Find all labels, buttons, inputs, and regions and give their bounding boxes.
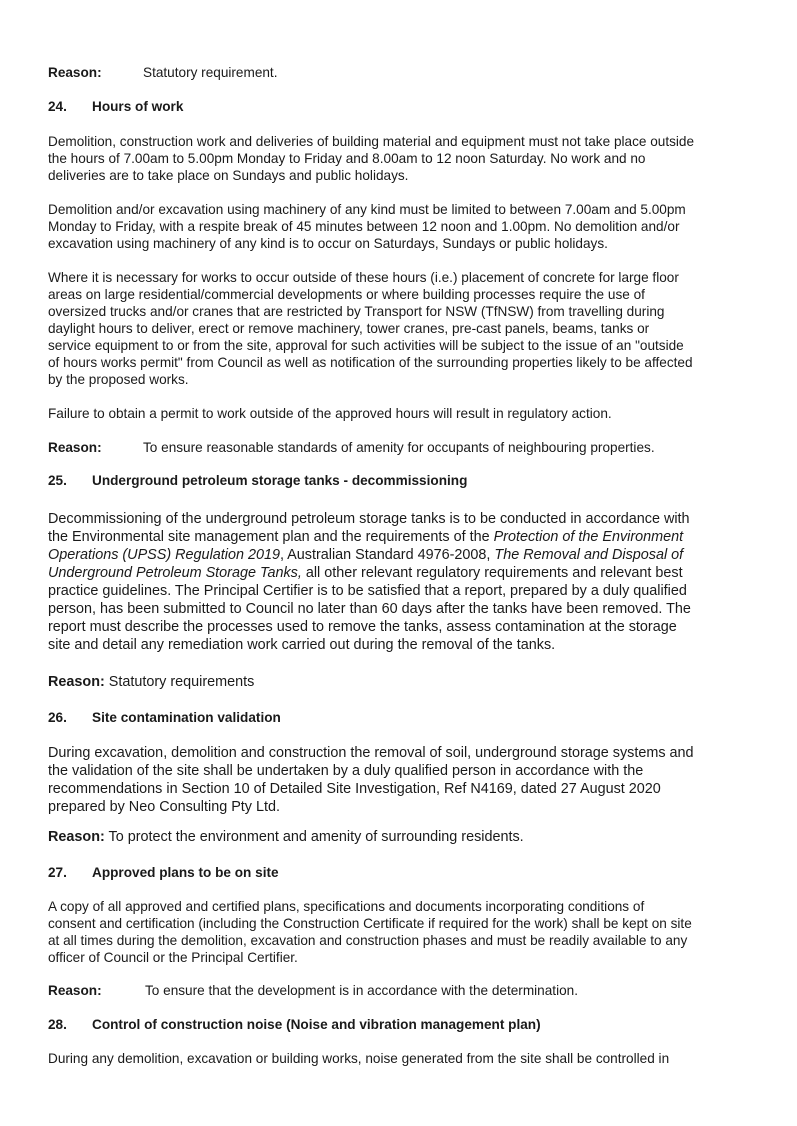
paragraph-line: Demolition, construction work and deliveries of building material and equipment must not take place outside: [48, 134, 695, 149]
paragraph-line: site and detail any remediation work carried out during the removal of the tanks.: [48, 637, 556, 653]
reason-line: [48, 64, 278, 81]
paragraph-line: oversized trucks and/or cranes that are restricted by Transport for NSW (TfNSW) from travelling during: [48, 304, 665, 319]
paragraph-line: service equipment to or from the site, approval for such activities will be subject to the issue of an "outside: [48, 338, 684, 353]
section-number: 27.: [48, 865, 67, 880]
text-run: all other relevant regulatory requirements and relevant best: [301, 565, 683, 581]
section-title: Hours of work: [92, 99, 184, 114]
reason-label: Reason:: [48, 440, 102, 455]
paragraph-line: deliveries are to take place on Sundays and public holidays.: [48, 168, 409, 183]
paragraph-line: officer of Council or the Principal Certifier.: [48, 950, 298, 965]
reason-line: [48, 439, 655, 456]
reason-line: [48, 982, 578, 999]
reason-text: Statutory requirement.: [143, 65, 278, 80]
section-title: Underground petroleum storage tanks - decommissioning: [92, 473, 468, 488]
italic-run: Operations (UPSS) Regulation 2019: [48, 547, 280, 563]
section-heading-24: [48, 98, 183, 115]
text-run: the Environmental site management plan and the requirements of the: [48, 529, 494, 545]
paragraph-line: A copy of all approved and certified plans, specifications and documents incorporating conditions of: [48, 899, 645, 914]
italic-run: Protection of the Environment: [493, 529, 684, 545]
paragraph-line: report must describe the processes used to remove the tanks, assess contamination at the storage: [48, 619, 677, 635]
paragraph-line: excavation using machinery of any kind is to occur on Saturdays, Sundays or public holidays.: [48, 236, 608, 251]
reason-line: [48, 674, 254, 692]
section-number: 25.: [48, 473, 67, 488]
paragraph-line: [48, 565, 683, 583]
paragraph-line: During excavation, demolition and construction the removal of soil, underground storage systems and: [48, 745, 694, 761]
paragraph-line: Monday to Friday, with a respite break of 45 minutes between 12 noon and 1.00pm. No demolition and/or: [48, 219, 680, 234]
paragraph-line: of hours works permit" from Council as well as notification of the surrounding properties likely to be affected: [48, 355, 693, 370]
paragraph-line: During any demolition, excavation or building works, noise generated from the site shall be controlled in: [48, 1051, 670, 1066]
section-title: Site contamination validation: [92, 710, 281, 725]
paragraph-line: recommendations in Section 10 of Detailed Site Investigation, Ref N4169, dated 27 August 2020: [48, 781, 661, 797]
paragraph-line: Decommissioning of the underground petroleum storage tanks is to be conducted in accordance with: [48, 511, 690, 527]
section-heading-25: [48, 472, 467, 489]
reason-label: Reason:: [48, 983, 102, 998]
italic-run: Underground Petroleum Storage Tanks,: [48, 565, 302, 581]
paragraph-line: person, has been submitted to Council no later than 60 days after the tanks have been removed. The: [48, 601, 691, 617]
paragraph-line: prepared by Neo Consulting Pty Ltd.: [48, 799, 280, 815]
reason-label: Reason:: [48, 65, 102, 80]
section-heading-28: [48, 1016, 541, 1033]
paragraph-line: the hours of 7.00am to 5.00pm Monday to Friday and 8.00am to 12 noon Saturday. No work and no: [48, 151, 646, 166]
paragraph-line: Where it is necessary for works to occur outside of these hours (i.e.) placement of concrete for large floor: [48, 270, 679, 285]
paragraph-line: Demolition and/or excavation using machinery of any kind must be limited to between 7.00am and 5.00pm: [48, 202, 686, 217]
reason-line: [48, 829, 524, 847]
section-heading-26: [48, 709, 281, 726]
paragraph-line: practice guidelines. The Principal Certifier is to be satisfied that a report, prepared by a duly qualified: [48, 583, 687, 599]
paragraph-line: the validation of the site shall be undertaken by a duly qualified person in accordance with the: [48, 763, 644, 779]
text-run: , Australian Standard 4976-2008,: [279, 547, 495, 563]
paragraph-line: [48, 547, 683, 565]
section-number: 26.: [48, 710, 67, 725]
section-heading-27: [48, 864, 279, 881]
paragraph-line: by the proposed works.: [48, 372, 189, 387]
paragraph-line: at all times during the demolition, excavation and construction phases and must be readily available to any: [48, 933, 688, 948]
section-number: 28.: [48, 1017, 67, 1032]
paragraph-line: consent and certification (including the Construction Certificate if required for the work) shall be kept on site: [48, 916, 692, 931]
reason-text: To protect the environment and amenity of surrounding residents.: [104, 829, 524, 845]
paragraph-line: Failure to obtain a permit to work outside of the approved hours will result in regulatory action.: [48, 406, 612, 421]
section-title: Control of construction noise (Noise and vibration management plan): [92, 1017, 541, 1032]
reason-label: Reason:: [48, 674, 105, 690]
reason-text: To ensure that the development is in accordance with the determination.: [145, 983, 578, 998]
reason-text: To ensure reasonable standards of amenity for occupants of neighbouring properties.: [143, 440, 655, 455]
section-number: 24.: [48, 99, 67, 114]
paragraph-line: daylight hours to deliver, erect or remove machinery, tower cranes, pre-cast panels, beams, tanks or: [48, 321, 650, 336]
reason-label: Reason:: [48, 829, 105, 845]
italic-run: The Removal and Disposal of: [494, 547, 684, 563]
reason-text: Statutory requirements: [104, 674, 255, 690]
paragraph-line: [48, 529, 683, 547]
paragraph-line: areas on large residential/commercial developments or where building processes require the use of: [48, 287, 645, 302]
section-title: Approved plans to be on site: [92, 865, 279, 880]
